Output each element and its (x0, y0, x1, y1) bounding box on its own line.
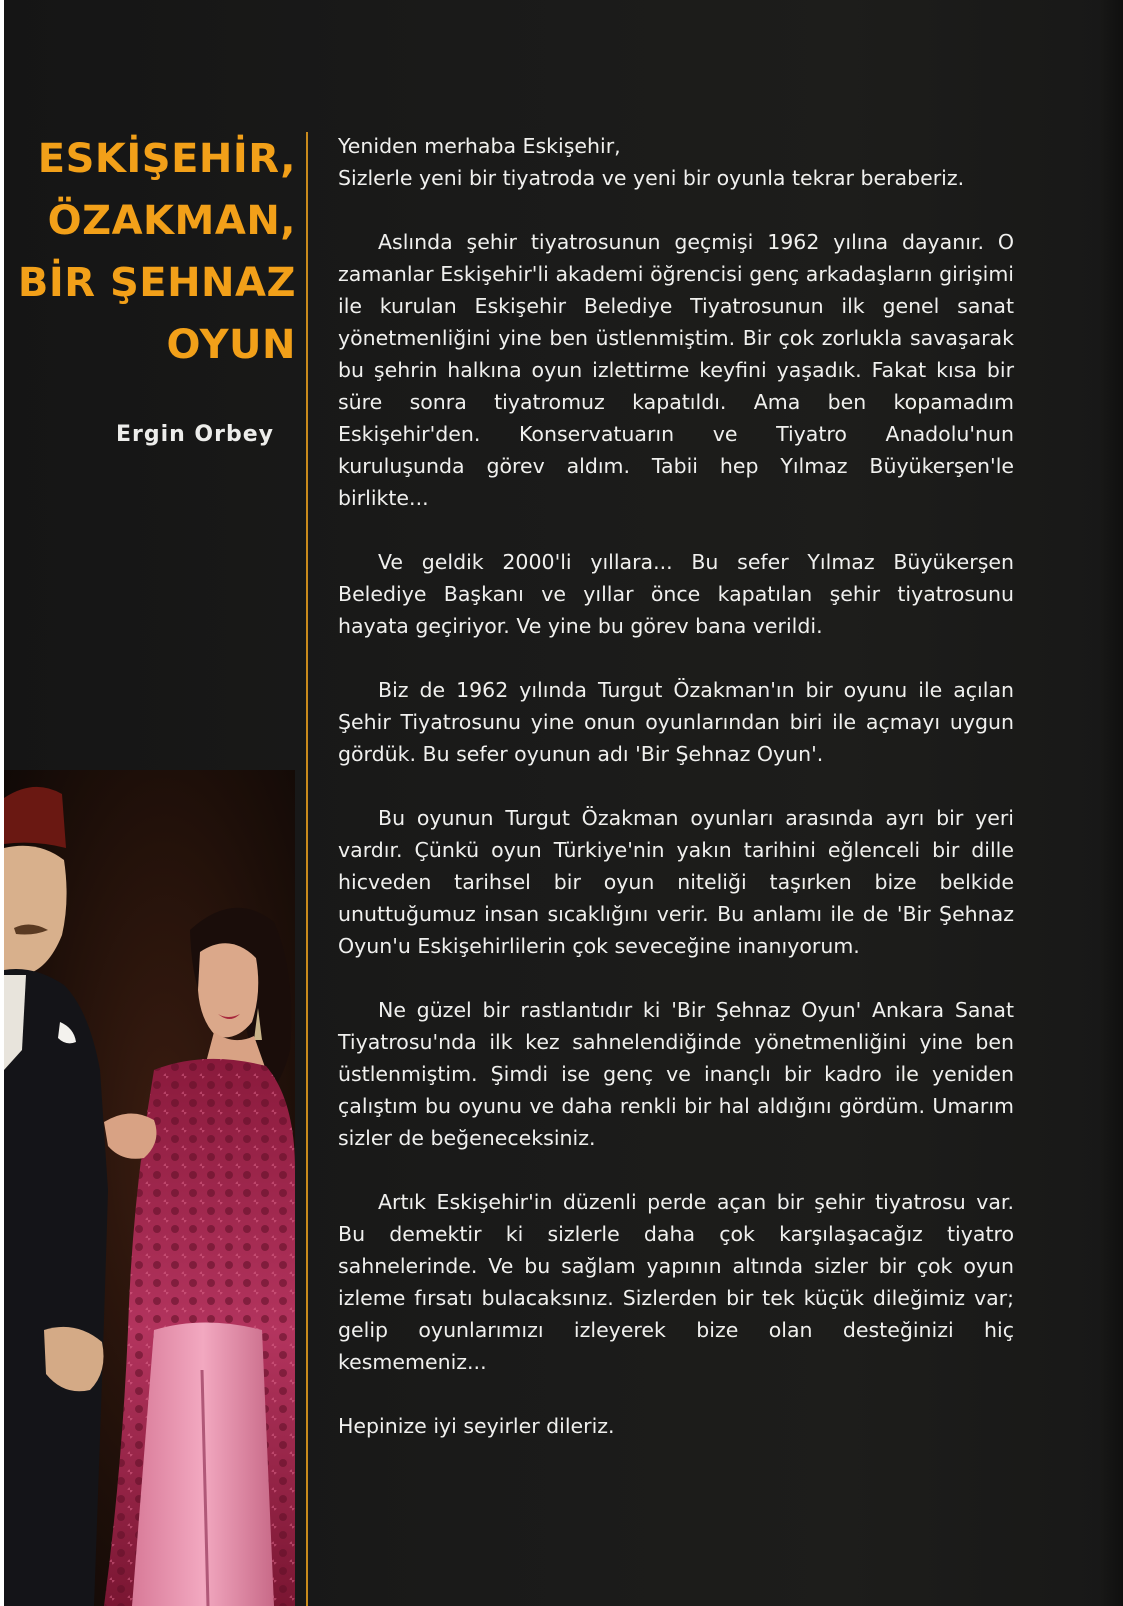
article-title (6, 128, 296, 376)
body-paragraph: Artık Eskişehir'in düzenli perde açan bir şehir tiyatrosu var. Bu demektir ki sizlerle daha çok karşılaşacağız tiyatro sahnelerinde. Ve bu sağlam yapının altında sizler bir çok oyun izleme fırsatı bulacaksınız. Sizlerden bir tek küçük dileğimiz var; gelip oyunlarımızı izleyerek bize olan desteğinizi hiç kesmemeniz... (338, 1190, 1014, 1374)
column-divider-line (306, 132, 308, 1606)
title-line: OYUN (166, 322, 296, 368)
body-paragraph: Ve geldik 2000'li yıllara... Bu sefer Yılmaz Büyükerşen Belediye Başkanı ve yıllar önce kapatılan şehir tiyatrosunu hayata geçiriyor. Ve yine bu görev bana verildi. (338, 550, 1014, 638)
article-body (338, 130, 1014, 1474)
title-line: ESKİŞEHİR, (37, 136, 296, 182)
author-name: Ergin Orbey (115, 422, 274, 447)
body-paragraph: Bu oyunun Turgut Özakman oyunları arasında ayrı bir yeri vardır. Çünkü oyun Türkiye'nin yakın tarihini eğlenceli bir dille hicveden tarihsel bir oyun niteliği taşırken bize belkide unuttuğumuz insan sıcaklığını verir. Bu anlamı ile de 'Bir Şehnaz Oyun'u Eskişehirlilerin çok seveceğine inanıyorum. (338, 806, 1014, 958)
page-edge-shadow (1099, 0, 1123, 1606)
title-line: ÖZAKMAN, (47, 198, 296, 244)
closing-line: Hepinize iyi seyirler dileriz. (338, 1414, 615, 1438)
body-paragraph: Biz de 1962 yılında Turgut Özakman'ın bir oyunu ile açılan Şehir Tiyatrosunu yine onun oyunlarından biri ile açmayı uygun gördük. Bu sefer oyunun adı 'Bir Şehnaz Oyun'. (338, 678, 1014, 766)
body-paragraph: Aslında şehir tiyatrosunun geçmişi 1962 yılına dayanır. O zamanlar Eskişehir'li akademi öğrencisi genç arkadaşların girişimi ile kurulan Eskişehir Belediye Tiyatrosunun ilk genel sanat yönetmenliğini yine ben üstlenmiştim. Bir çok zorlukla savaşarak bu şehrin halkına oyun izlettirme keyfini yaşadık. Fakat kısa bir süre sonra tiyatromuz kapatıldı. Ama ben kopamadım Eskişehir'den. Konservatuarın ve Tiyatro Anadolu'nun kuruluşunda görev aldım. Tabii hep Yılmaz Büyükerşen'le birlikte... (338, 230, 1014, 510)
stage-photo-illustration (4, 770, 295, 1606)
greeting-paragraph: Yeniden merhaba Eskişehir, Sizlerle yeni bir tiyatroda ve yeni bir oyunla tekrar beraberiz. (338, 134, 965, 190)
stage-photo (4, 770, 295, 1606)
body-paragraph: Ne güzel bir rastlantıdır ki 'Bir Şehnaz Oyun' Ankara Sanat Tiyatrosu'nda ilk kez sahnelendiğinde yönetmenliğini yine ben üstlenmiştim. Şimdi ise genç ve inançlı bir kadro ile yeniden çalıştım bu oyunu ve daha renkli bir hal aldığını gördüm. Umarım sizler de beğeneceksiniz. (338, 998, 1014, 1150)
title-line: BİR ŞEHNAZ (17, 260, 296, 306)
